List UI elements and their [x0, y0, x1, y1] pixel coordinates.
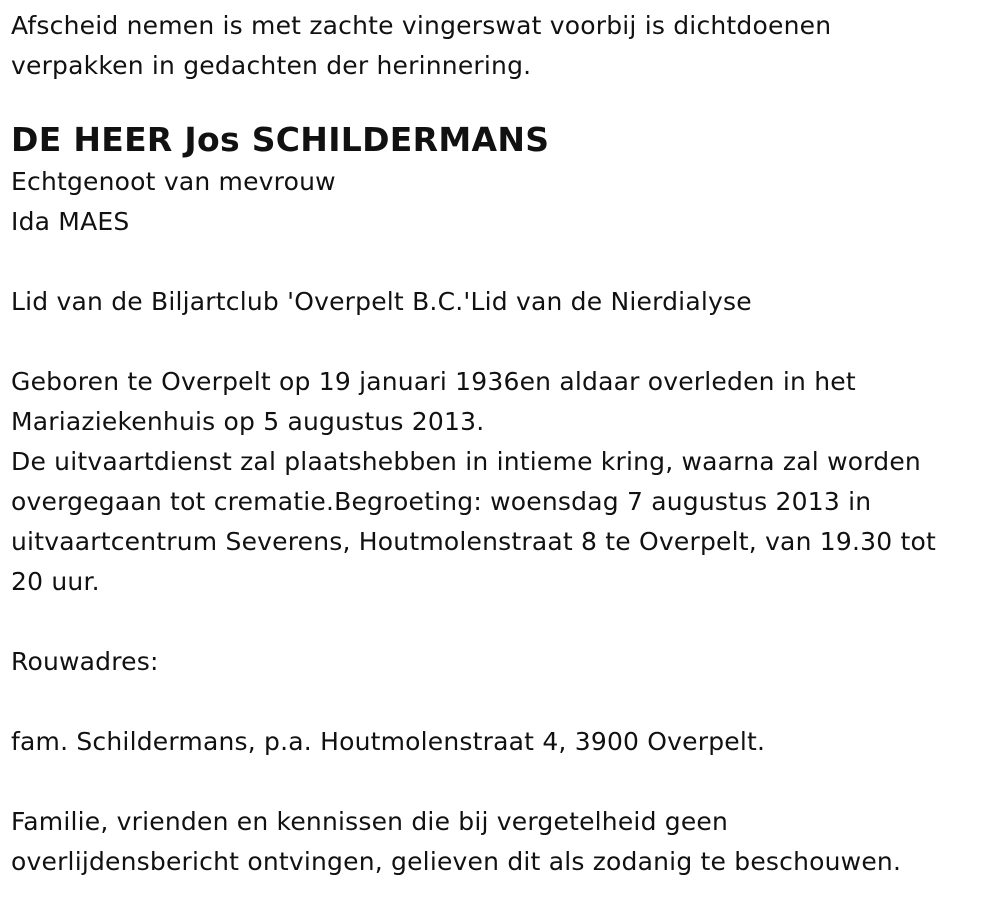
spacer: [11, 762, 990, 802]
details-line-2: Mariaziekenhuis op 5 augustus 2013.: [11, 407, 485, 436]
details-line-4: overgegaan tot crematie.Begroeting: woensdag 7 augustus 2013 in: [11, 487, 872, 516]
details-line-3: De uitvaartdienst zal plaatshebben in intieme kring, waarna zal worden: [11, 447, 921, 476]
details-line-1: Geboren te Overpelt op 19 januari 1936en aldaar overleden in het: [11, 367, 856, 396]
spacer: [11, 602, 990, 642]
deceased-name: DE HEER Jos SCHILDERMANS: [11, 120, 550, 159]
spacer: [11, 86, 990, 118]
intro-line-2: verpakken in gedachten der herinnering.: [11, 51, 532, 80]
closing-line-1: Familie, vrienden en kennissen die bij vergetelheid geen: [11, 807, 729, 836]
address-value: fam. Schildermans, p.a. Houtmolenstraat 4, 3900 Overpelt.: [11, 727, 766, 756]
spouse-line-1: Echtgenoot van mevrouw: [11, 167, 336, 196]
spacer: [11, 682, 990, 722]
membership-text: Lid van de Biljartclub 'Overpelt B.C.'Lid van de Nierdialyse: [11, 287, 752, 316]
details-line-5: uitvaartcentrum Severens, Houtmolenstraat 8 te Overpelt, van 19.30 tot: [11, 527, 936, 556]
spouse-line-2: Ida MAES: [11, 207, 130, 236]
closing-line-2: overlijdensbericht ontvingen, gelieven dit als zodanig te beschouwen.: [11, 847, 902, 876]
intro-line-1: Afscheid nemen is met zachte vingerswat voorbij is dichtdoenen: [11, 11, 832, 40]
spacer: [11, 242, 990, 282]
spacer: [11, 322, 990, 362]
details-line-6: 20 uur.: [11, 567, 100, 596]
address-label: Rouwadres:: [11, 647, 159, 676]
